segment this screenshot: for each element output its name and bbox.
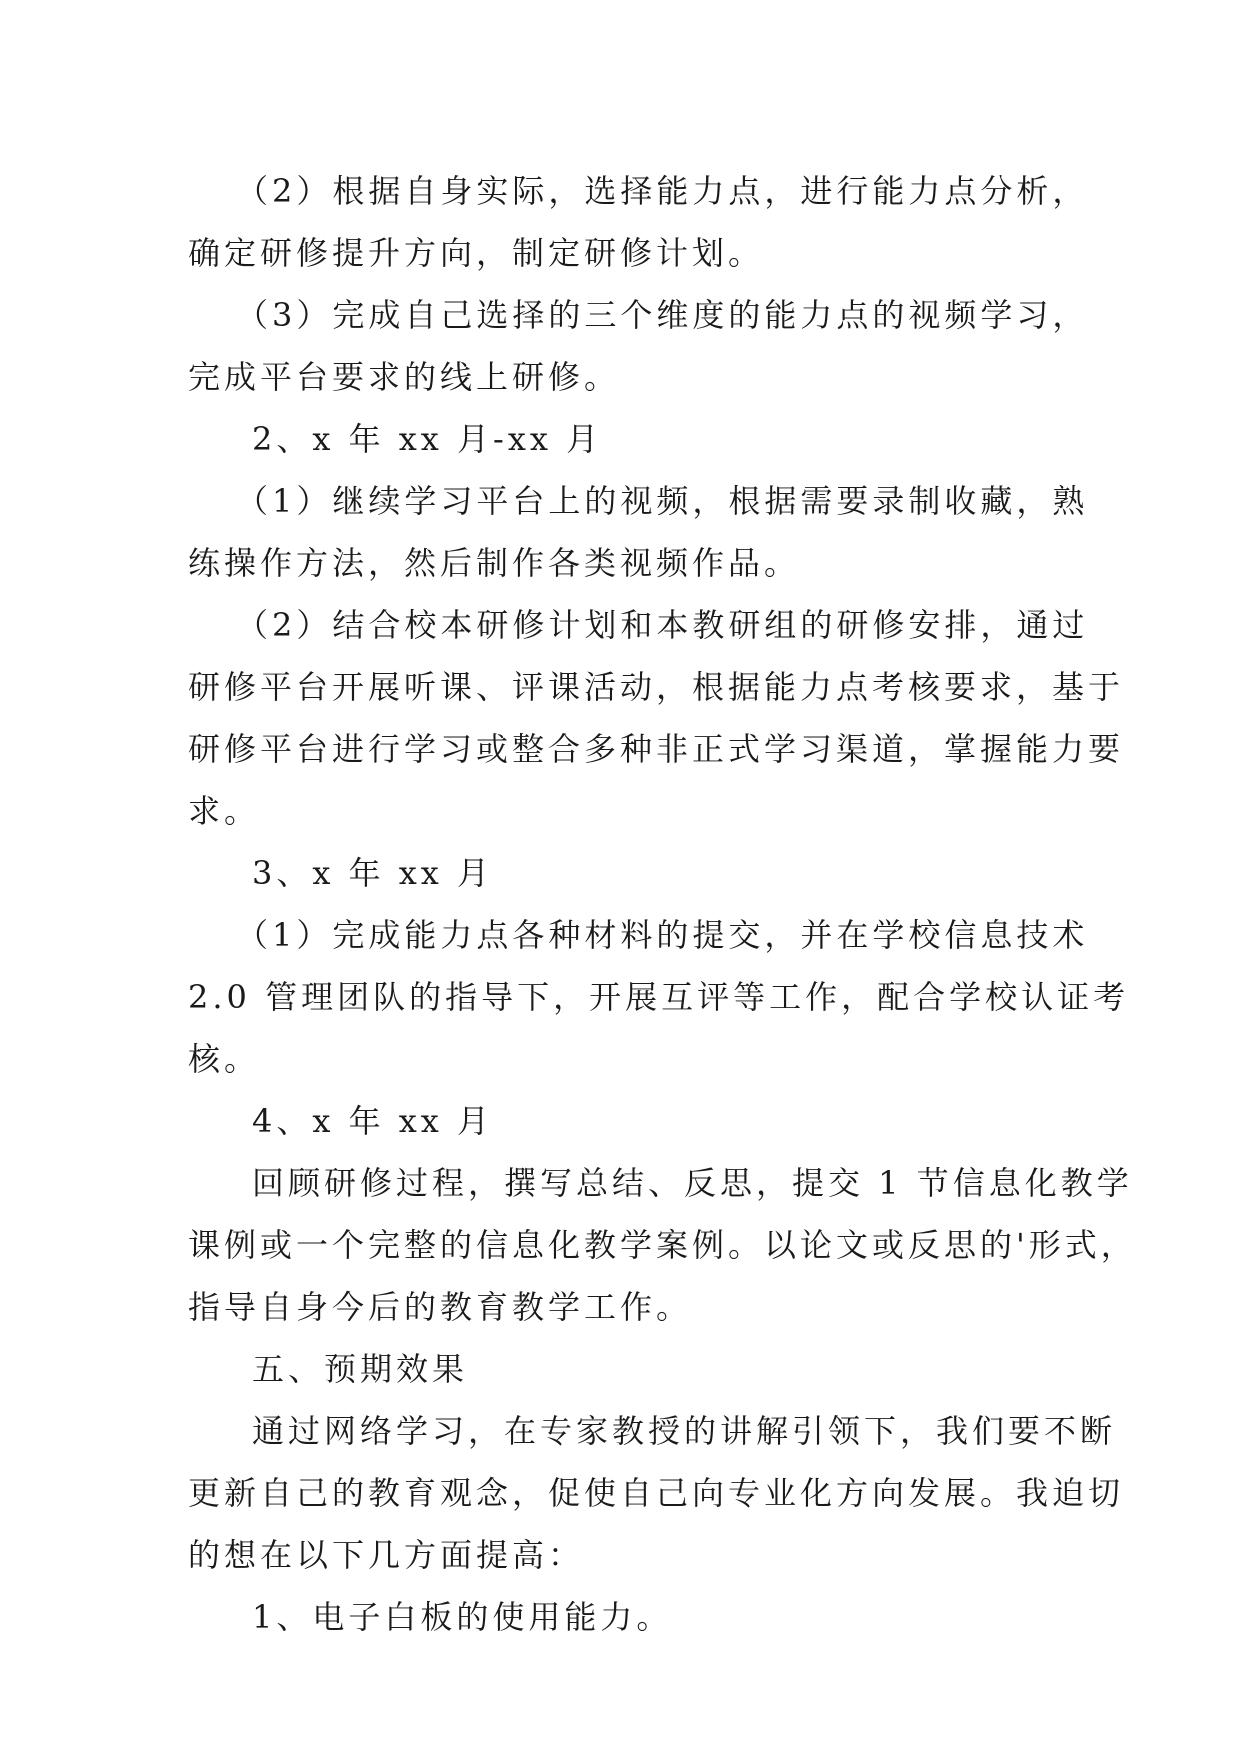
paragraph-line: 确定研修提升方向，制定研修计划。	[188, 234, 765, 272]
list-item: 1、电子白板的使用能力。	[252, 1598, 673, 1636]
paragraph-line: 通过网络学习，在专家教授的讲解引领下，我们要不断	[252, 1412, 1117, 1450]
paragraph-line: 求。	[188, 792, 261, 830]
paragraph-line: （1）完成能力点各种材料的提交，并在学校信息技术	[236, 916, 1089, 954]
paragraph-line: 完成平台要求的线上研修。	[188, 358, 621, 396]
section-heading: 2、x 年 xx 月-xx 月	[252, 420, 603, 458]
paragraph-line: 更新自己的教育观念，促使自己向专业化方向发展。我迫切	[188, 1474, 1125, 1512]
paragraph-line: 核。	[188, 1040, 261, 1078]
paragraph-line: （1）继续学习平台上的视频，根据需要录制收藏，熟	[236, 482, 1089, 520]
paragraph-line: 研修平台进行学习或整合多种非正式学习渠道，掌握能力要	[188, 730, 1125, 768]
section-heading: 4、x 年 xx 月	[252, 1102, 494, 1140]
section-heading: 3、x 年 xx 月	[252, 854, 494, 892]
paragraph-line: （2）结合校本研修计划和本教研组的研修安排，通过	[236, 606, 1089, 644]
paragraph-line: 指导自身今后的教育教学工作。	[188, 1288, 693, 1326]
paragraph-line: 回顾研修过程，撰写总结、反思，提交 1 节信息化教学	[252, 1164, 1133, 1202]
paragraph-line: （2）根据自身实际，选择能力点，进行能力点分析，	[236, 172, 1089, 210]
paragraph-line: 练操作方法，然后制作各类视频作品。	[188, 544, 801, 582]
paragraph-line: 2.0 管理团队的指导下，开展互评等工作，配合学校认证考	[188, 978, 1130, 1016]
paragraph-line: （3）完成自己选择的三个维度的能力点的视频学习，	[236, 296, 1089, 334]
section-heading: 五、预期效果	[252, 1350, 469, 1388]
paragraph-line: 的想在以下几方面提高：	[188, 1536, 585, 1574]
paragraph-line: 研修平台开展听课、评课活动，根据能力点考核要求，基于	[188, 668, 1125, 706]
document-body	[188, 160, 1137, 1648]
paragraph-line: 课例或一个完整的信息化教学案例。以论文或反思的'形式，	[188, 1226, 1137, 1264]
